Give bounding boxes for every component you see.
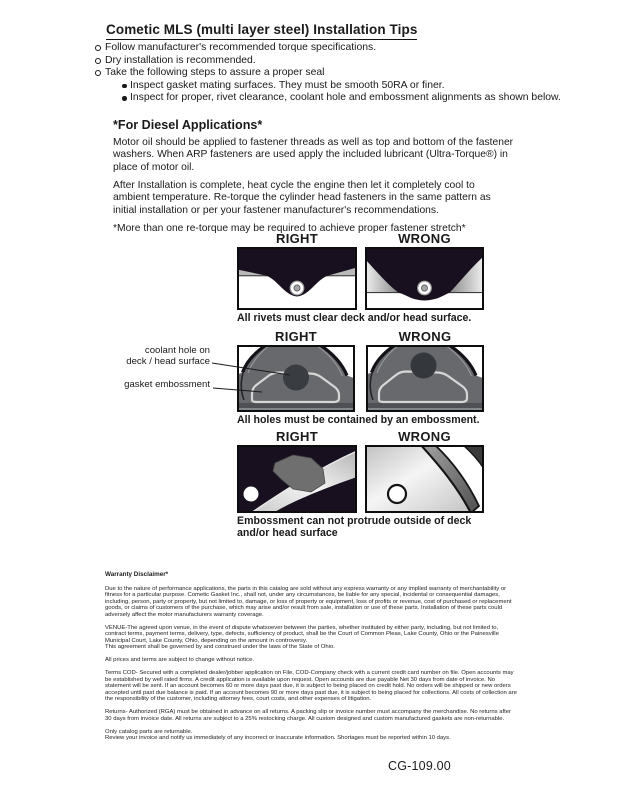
diagram-edge-wrong	[365, 445, 484, 513]
warranty-disclaimer-section	[105, 572, 517, 748]
page-title: Cometic MLS (multi layer steel) Installation Tips	[106, 22, 417, 40]
filled-bullet-icon	[122, 96, 127, 101]
diagram-rivet-wrong	[365, 247, 484, 310]
diagram-caption: All holes must be contained by an embossment.	[237, 414, 480, 426]
tip-text: Inspect for proper, rivet clearance, coolant hole and embossment alignments as shown below.	[130, 92, 561, 104]
diagram-rivet-right	[237, 247, 357, 310]
warranty-paragraph: All prices and terms are subject to change without notice.	[105, 657, 254, 663]
diesel-applications-section	[113, 119, 514, 241]
section-heading: *For Diesel Applications*	[113, 118, 263, 132]
tip-text: Inspect gasket mating surfaces. They must be smooth 50RA or finer.	[130, 79, 445, 91]
diagram-set-rivets	[237, 231, 484, 325]
paragraph: Motor oil should be applied to fastener threads as well as top and bottom of the fastener washers. When ARP fasteners are used apply the included lubricant (Ultra-Torque®) in place of motor oil.	[113, 136, 514, 173]
right-label: RIGHT	[276, 231, 318, 246]
diagram-headers	[237, 429, 484, 444]
list-item	[95, 55, 561, 68]
warranty-paragraph: Only catalog parts are returnable.	[105, 728, 193, 735]
bolt-hole-icon	[244, 487, 259, 502]
wrong-label: WRONG	[398, 329, 452, 344]
warranty-paragraph: Terms COD- Secured with a completed dealer/jobber application on File, COD-Company check with a current credit card number on file. Open accounts may be established by well rated firms. A credit application is available upon request. Open accounts are due payable Net 30 days from date of invoice. No statement will be sent. If an account becomes 60 or more days past due, it is subject to being placed on credit hold. No orders will be shipped or new orders accepted until past due balance is paid. If an account becomes 90 or more days past due, it is subject to being placed for collections. All costs of collection are the responsibility of the customer, including attorney fees, court costs, and other expenses of litigation.	[105, 670, 517, 702]
list-item	[95, 67, 561, 80]
coolant-hole-label: coolant hole on deck / head surface	[126, 345, 210, 367]
wrong-label: WRONG	[398, 231, 451, 246]
coolant-hole-icon	[411, 353, 437, 379]
warranty-paragraph: VENUE-The agreed upon venue, in the event of dispute whatsoever between the parties, whether instituted by either party, including, but not limited to, contract terms, payment terms, delivery, type, defects, sufficiency of product, shall be the Court of Common Pleas, Lake County, Ohio or the Painesville Municipal Court, Lake County, Ohio, depending on the amount in controversy.	[105, 624, 499, 644]
retorque-note: *More than one re-torque may be required to achieve proper fastener stretch*	[113, 223, 466, 235]
warranty-paragraph: Returns- Authorized (RGA) must be obtained in advance on all returns. A packing slip or invoice number must accompany the merchandise. No returns after 30 days from invoice date. All returns are subject to a 25% restocking charge. All custom designed and custom manufactured gaskets are non-returnable.	[105, 709, 512, 722]
list-item	[95, 42, 561, 55]
page-code: CG-109.00	[388, 759, 451, 773]
diagram-set-embossment	[237, 429, 484, 540]
tip-text: Follow manufacturer's recommended torque specifications.	[105, 42, 377, 53]
diagram-headers	[237, 329, 484, 344]
right-label: RIGHT	[276, 429, 318, 444]
warranty-heading: Warranty Disclaimer*	[105, 571, 169, 578]
diagram-headers	[237, 231, 484, 246]
diagram-hole-wrong	[366, 345, 484, 412]
diagram-hole-right	[237, 345, 355, 412]
tip-text: Dry installation is recommended.	[105, 54, 256, 66]
wrong-label: WRONG	[398, 429, 451, 444]
list-item	[95, 92, 561, 105]
diagram-edge-right	[237, 445, 357, 513]
coolant-hole-icon	[283, 365, 309, 391]
warranty-paragraph: Due to the nature of performance applications, the parts in this catalog are sold without any express warranty or any implied warranty of merchantability or fitness for a particular purpose. Cometic Gasket Inc., shall not, under any circumstances, be liable for any special, incidental or consequential damages, including, person, party or property, but not limited to, damage, or loss of property or equipment, loss of profits or revenue, cost of purchased or replacement goods, or claims of customers of the purchase, which may arise and/or result from sale, installation or use of these parts. Installation of these parts could adversely affect the motor manufacturers warranty coverage.	[105, 585, 512, 618]
tip-text: Take the following steps to assure a proper seal	[105, 67, 325, 79]
diagram-set-holes	[237, 329, 484, 427]
installation-tips-list	[95, 42, 561, 105]
list-item	[95, 80, 561, 93]
warranty-paragraph: This agreement shall be governed by and construed under the laws of the State of Ohio.	[105, 644, 335, 650]
open-bullet-icon	[95, 45, 101, 51]
diagram-caption: Embossment can not protrude outside of deck and/or head surface	[237, 515, 472, 539]
filled-bullet-icon	[122, 84, 127, 89]
paragraph: After Installation is complete, heat cycle the engine then let it completely cool to ambient temperature. Re-torque the cylinder head fasteners in the same pattern as initial installation or per your fastener manufacturer's recommendations.	[113, 179, 491, 217]
open-bullet-icon	[95, 58, 101, 64]
diagram-caption: All rivets must clear deck and/or head surface.	[237, 312, 472, 324]
bolt-hole-icon	[388, 485, 406, 503]
warranty-paragraph: Review your invoice and notify us immediately of any incorrect or inaccurate information. Shortages must be reported within 10 days.	[105, 735, 451, 741]
gasket-embossment-label: gasket embossment	[124, 379, 210, 390]
open-bullet-icon	[95, 70, 101, 76]
right-label: RIGHT	[275, 329, 317, 344]
